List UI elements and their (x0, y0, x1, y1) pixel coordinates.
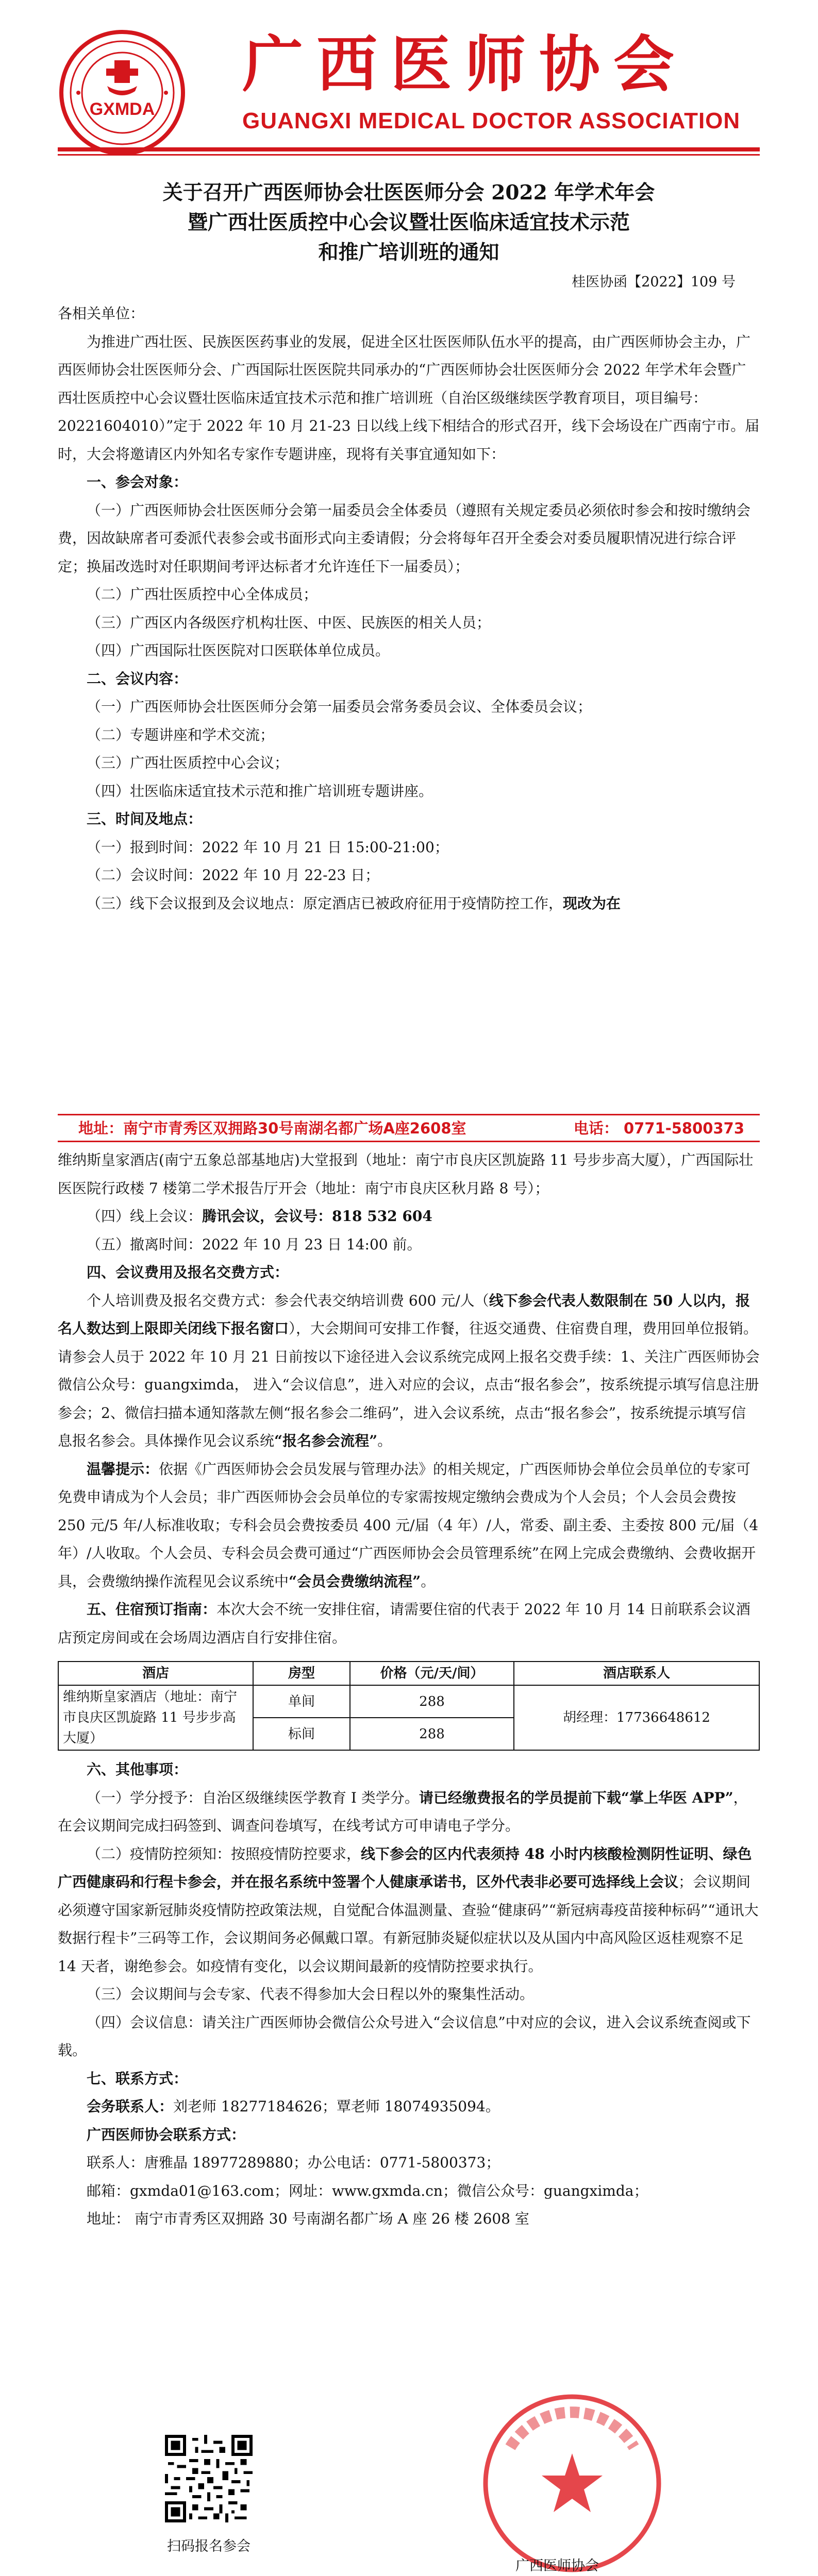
hotel-table-header: 房型 (253, 1662, 350, 1685)
section-4-p1-bold-b: 线下参会代表人数限制在 50 人以内，报名人数达到上限即关闭线下报名窗口 (58, 1292, 750, 1337)
warm-tip-bold: “会员会费缴纳流程” (289, 1572, 421, 1590)
room-price-cell: 288 (350, 1718, 514, 1750)
section-1-heading: 一、参会对象： (87, 473, 188, 490)
association-logo-icon (58, 28, 187, 157)
section-4-p1-text-c: ），大会期间可安排工作餐，往返交通费、住宿费自理，费用回单位报销。请参会人员于 2022 年 10 月 21 日前按以下途径进入会议系统完成网上报名交费手续：1、关注广西医师协会微信公众号：guangximda， 进入“会议信息”，进入对应的会议，点击“报名参会”，按系统提示填写信息注册参会；2、微信扫描本通知落款左侧“报名参会二维码”，进入会议系统，点击“报名参会”，按系统提示填写信息报名参会。具体操作见会议系统 (58, 1320, 760, 1449)
section-2-item-4: （四）壮医临床适宜技术示范和推广培训班专题讲座。 (87, 782, 433, 800)
section-3-item-1: （一）报到时间：2022 年 10 月 21 日 15:00-21:00； (87, 838, 449, 856)
page-address-bar (58, 1114, 760, 1141)
table-row (58, 1685, 759, 1718)
section-1-item-1: （一）广西医师协会壮医医师分会第一届委员会全体委员（遵照有关规定委员必须依时参会和按时缴纳会费，因故缺席者可委派代表参会或书面形式向主委请假；分会将每年召开全委会对委员履职情况进行综合评定；换届改选时对任职期间考评达标者才允许连任下一届委员）； (58, 501, 751, 575)
section-4-paragraph-1 (58, 1287, 760, 1455)
section-3-item-3-continued: 维纳斯皇家酒店(南宁五象总部基地店)大堂报到（地址：南宁市良庆区凯旋路 11 号步步高大厦），广西国际壮医医院行政楼 7 楼第二学术报告厅开会（地址：南宁市良庆区秋月路 8 号）； (58, 1151, 754, 1197)
affairs-contact-text: 刘老师 18277184626；覃老师 18074935094。 (173, 2098, 500, 2115)
section-5-text: 本次大会不统一安排住宿，请需要住宿的代表于 2022 年 10 月 14 日前联系会议酒店预定房间或在会场周边酒店自行安排住宿。 (58, 1601, 750, 1646)
section-6-item-2-bold: 线下参会的区内代表须持 48 小时内核酸检测阴性证明、绿色广西健康码和行程卡参会，并在报名系统中签署个人健康承诺书，区外代表非必要可选择线上会议 (58, 1845, 752, 1890)
warm-tip-end: 。 (421, 1572, 436, 1590)
section-6-item-2 (58, 1840, 760, 1981)
section-2-heading: 二、会议内容： (87, 670, 188, 687)
notice-title (58, 178, 760, 267)
section-2-item-3: （三）广西壮医质控中心会议； (87, 754, 289, 771)
address-bar-phone: 电话： 0771-5800373 (573, 1120, 744, 1137)
room-type-cell: 标间 (253, 1718, 350, 1750)
title-line-3: 和推广培训班的通知 (318, 241, 499, 264)
qr-caption: 扫码报名参会 (167, 2538, 251, 2554)
official-seal-icon (479, 2391, 665, 2576)
hotel-table-header: 酒店联系人 (514, 1662, 759, 1685)
section-6-item-3: （三）会议期间与会专家、代表不得参加大会日程以外的聚集性活动。 (87, 1986, 535, 2003)
hotel-table-header-row (58, 1662, 759, 1685)
section-2-item-2: （二）专题讲座和学术交流； (87, 726, 275, 743)
affairs-contact-label: 会务联系人： (87, 2098, 174, 2115)
section-4-p1-text-a: 个人培训费及报名交费方式：参会代表交纳培训费 600 元/人（ (87, 1292, 489, 1309)
address-bar-bottom-rule (58, 1141, 760, 1142)
section-1-item-2: （二）广西壮医质控中心全体成员； (87, 586, 318, 603)
section-6-item-1-bold: 请已经缴费报名的学员提前下载“掌上华医 APP” (419, 1789, 733, 1806)
address-bar-address: 地址：南宁市青秀区双拥路30号南湖名都广场A座2608室 (78, 1120, 466, 1137)
hotel-table (58, 1661, 760, 1751)
section-6-item-1-end: ，在会议期间完成扫码签到、调查问卷填写，在线考试方可申请电子学分。 (58, 1789, 748, 1834)
section-3-item-4-text: （四）线上会议： (87, 1208, 203, 1225)
section-1-item-4: （四）广西国际壮医医院对口医联体单位成员。 (87, 642, 390, 659)
hotel-table-header: 价格（元/天/间） (350, 1662, 514, 1685)
section-3-item-2: （二）会议时间：2022 年 10 月 22-23 日； (87, 867, 380, 884)
section-3-item-3 (58, 890, 760, 918)
section-6-item-1 (58, 1784, 760, 1840)
header-rule-thick (58, 147, 760, 151)
section-6-item-2-text: （二）疫情防控须知：按照疫情防控要求， (87, 1845, 361, 1862)
warm-tip-label: 温馨提示： (87, 1460, 159, 1478)
warm-tip-text: 依据《广西医师协会会员发展与管理办法》的相关规定，广西医师协会单位会员单位的专家可免费申请成为个人会员；非广西医师协会会员单位的专家需按规定缴纳会费成为个人会员；个人会员会费按 250 元/5 年/人标准收取；专科会员会费按委员 400 元/届（4 年）/人，常委、副主委、主委按 800 元/届（4 年）/人收取。个人会员、专科会员会费可通过“广西医师协会会员管理系统”在网上完成会费缴纳、会费收据开具，会费缴纳操作流程见会议系统中 (58, 1460, 759, 1590)
section-7-heading: 七、联系方式： (87, 2070, 188, 2087)
org-name-cn: 广西医师协会 (242, 29, 688, 100)
section-3-heading: 三、时间及地点： (87, 810, 203, 827)
section-4-p1-text-e: 。 (377, 1432, 392, 1449)
room-type-cell: 单间 (253, 1685, 350, 1718)
intro-paragraph: 为推进广西壮医、民族医医药事业的发展，促进全区壮医医师队伍水平的提高，由广西医师协会主办，广西医师协会壮医医师分会、广西国际壮医医院共同承办的“广西医师协会壮医医师分会 2022 年学术年会暨广西壮医质控中心会议暨壮医临床适宜技术示范和推广培训班（自治区级继续医学教育项目，项目编号：20221604010）”定于 2022 年 10 月 21-23 日以线上线下相结合的形式召开，线下会场设在广西南宁市。届时，大会将邀请区内外知名专家作专题讲座，现将有关事宜通知如下： (58, 333, 760, 463)
section-3-item-3-bold: 现改为在 (563, 894, 621, 912)
title-line-1: 关于召开广西医师协会壮医医师分会 2022 年学术年会 (162, 181, 655, 205)
address-bar-top-rule (58, 1114, 760, 1115)
hotel-name-cell: 维纳斯皇家酒店（地址：南宁市良庆区凯旋路 11 号步步高大厦） (58, 1685, 253, 1750)
section-3-item-4-bold: 腾讯会议，会议号：818 532 604 (202, 1208, 432, 1225)
section-6-item-1-text: （一）学分授予：自治区级继续医学教育 I 类学分。 (87, 1789, 419, 1806)
affairs-contact (58, 2093, 760, 2121)
section-3-item-3-text: （三）线下会议报到及会议地点：原定酒店已被政府征用于疫情防控工作， (87, 894, 563, 912)
logo-text: GXMDA (89, 99, 155, 119)
section-6-heading: 六、其他事项： (87, 1761, 188, 1778)
room-price-cell: 288 (350, 1685, 514, 1718)
header-rule-thin (58, 154, 760, 156)
section-2-item-1: （一）广西医师协会壮医医师分会第一届委员会常务委员会议、全体委员会议； (87, 698, 592, 715)
association-address: 地址： 南宁市青秀区双拥路 30 号南湖名都广场 A 座 26 楼 2608 室 (87, 2210, 529, 2227)
section-6-item-2-end: ；会议期间必须遵守国家新冠肺炎疫情防控政策法规，自觉配合体温测量、查验“健康码”“新冠病毒疫苗接种标码”“通讯大数据行程卡”三码等工作，会议期间务必佩戴口罩。有新冠肺炎疑似症状以及从国内中高风险区返桂观察不足 14 天者，谢绝参会。如疫情有变化，以会议期间最新的疫情防控要求执行。 (58, 1873, 759, 1975)
section-1-item-3: （三）广西区内各级医疗机构壮医、中医、民族医的相关人员； (87, 614, 491, 631)
association-contact-heading: 广西医师协会联系方式： (87, 2126, 246, 2143)
association-email: 邮箱：gxmda01@163.com；网址：www.gxmda.cn；微信公众号：guangximda； (87, 2182, 648, 2199)
letterhead (0, 0, 818, 178)
section-6-item-4: （四）会议信息：请关注广西医师协会微信公众号进入“会议信息”中对应的会议，进入会议系统查阅或下载。 (58, 2013, 751, 2059)
document-number: 桂医协函【2022】109 号 (572, 274, 736, 290)
section-3-item-5: （五）撤离时间：2022 年 10 月 23 日 14:00 前。 (87, 1235, 422, 1253)
signing-organization: 广西医师协会 (515, 2558, 599, 2574)
section-5-heading: 五、住宿预订指南： (87, 1601, 217, 1618)
hotel-contact-cell: 胡经理：17736648612 (514, 1685, 759, 1750)
section-4-p1-bold-d: “报名参会流程” (274, 1432, 378, 1449)
notice-body-part-2 (58, 1146, 760, 2233)
section-5-paragraph (58, 1596, 760, 1652)
title-line-2: 暨广西壮医质控中心会议暨壮医临床适宜技术示范 (187, 211, 630, 234)
section-3-item-4 (58, 1202, 760, 1231)
registration-qr-code-icon[interactable] (165, 2435, 253, 2522)
section-4-heading: 四、会议费用及报名交费方式： (87, 1264, 289, 1281)
salutation: 各相关单位： (58, 305, 145, 322)
section-4-paragraph-2 (58, 1455, 760, 1596)
association-contact-person: 联系人：唐雅晶 18977289880；办公电话：0771-5800373； (87, 2154, 500, 2171)
org-name-en: GUANGXI MEDICAL DOCTOR ASSOCIATION (242, 108, 741, 133)
hotel-table-header: 酒店 (58, 1662, 253, 1685)
notice-body-part-1 (58, 300, 760, 918)
